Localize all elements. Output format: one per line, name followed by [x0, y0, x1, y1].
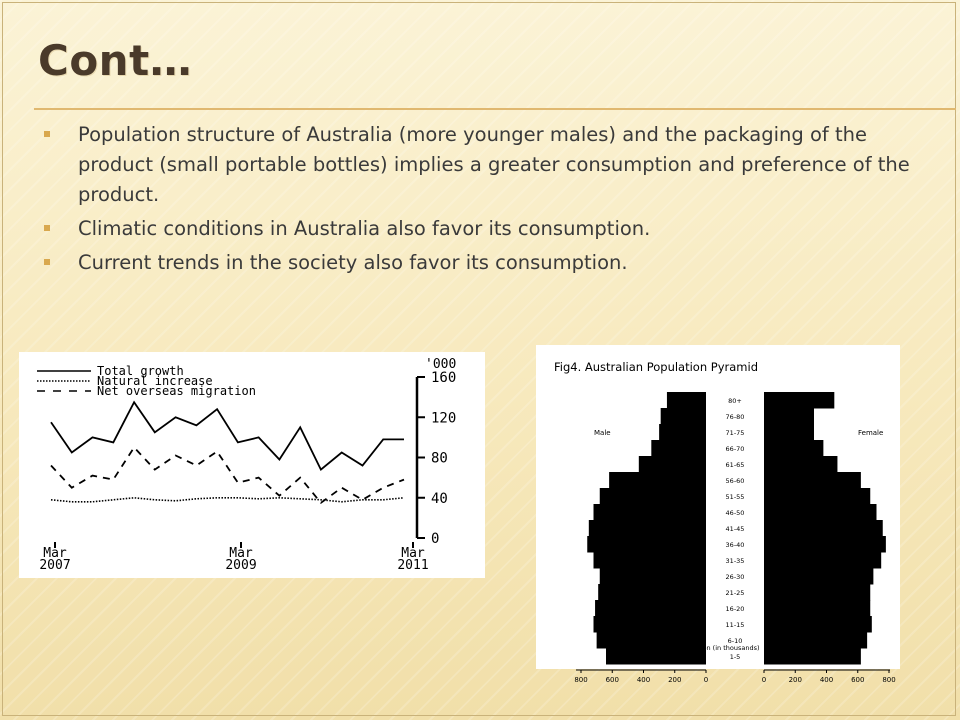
pyramid-x-axis-label: Population (in thousands) [676, 644, 760, 652]
pyramid-age-label: 71-75 [725, 429, 745, 437]
y-tick-label: 80 [431, 450, 448, 467]
pyramid-bar-male [594, 616, 707, 633]
title-divider [34, 108, 956, 110]
slide-title: Cont… [38, 36, 193, 85]
pyramid-bar-female [764, 440, 823, 457]
legend-label-total-growth: Total growth [97, 364, 184, 378]
bullet-square-icon [44, 131, 50, 137]
bullet-item [44, 214, 944, 244]
pyramid-bar-male [594, 504, 707, 521]
pyramid-bar-male [639, 456, 706, 473]
pyramid-bar-female [764, 392, 834, 409]
pyramid-bar-female [764, 520, 883, 537]
population-pyramid-chart-svg [536, 345, 900, 684]
bullet-item [44, 120, 944, 210]
pyramid-bar-female [764, 584, 870, 601]
chart-legend [37, 364, 256, 398]
series-line-net-overseas-migration [51, 447, 404, 502]
pyramid-bar-male [598, 584, 706, 601]
pyramid-x-tick-label: 400 [636, 676, 651, 684]
pyramid-bar-female [764, 472, 861, 489]
pyramid-bar-female [764, 488, 870, 505]
pyramid-age-label: 51-55 [725, 493, 745, 501]
y-unit-label: '000 [425, 357, 457, 372]
pyramid-right-label: Female [858, 429, 884, 437]
pyramid-bar-male [609, 472, 706, 489]
y-tick-label: 40 [431, 490, 448, 507]
x-tick-year: 2009 [225, 558, 257, 573]
pyramid-age-label: 6-10 [727, 637, 743, 645]
pyramid-bar-female [764, 408, 814, 425]
x-tick-month: Mar [229, 546, 253, 561]
pyramid-age-label: 66-70 [725, 445, 745, 453]
chart-axes [39, 370, 456, 573]
pyramid-x-tick-label: 200 [788, 676, 802, 684]
x-tick-year: 2007 [39, 558, 71, 573]
pyramid-title: Fig4. Australian Population Pyramid [554, 360, 759, 374]
y-tick-label: 120 [431, 410, 457, 427]
pyramid-x-tick-label: 0 [761, 676, 767, 684]
pyramid-age-label: 76-80 [725, 413, 745, 421]
pyramid-bar-female [764, 648, 861, 665]
pyramid-age-label: 61-65 [725, 461, 745, 469]
pyramid-x-tick-label: 600 [851, 676, 865, 684]
x-tick-year: 2011 [397, 558, 429, 573]
pyramid-x-tick-label: 200 [668, 676, 682, 684]
pyramid-x-tick-label: 600 [605, 676, 619, 684]
population-growth-chart [19, 352, 485, 578]
pyramid-bar-female [764, 536, 886, 553]
pyramid-age-label: 26-30 [725, 573, 745, 581]
pyramid-bar-male [594, 552, 707, 569]
pyramid-x-tick-label: 0 [703, 676, 709, 684]
pyramid-x-tick-label: 800 [882, 676, 896, 684]
pyramid-bar-male [587, 536, 706, 553]
y-tick-label: 0 [431, 531, 440, 547]
pyramid-bars [587, 392, 886, 665]
pyramid-bar-female [764, 552, 881, 569]
pyramid-left-label: Male [594, 429, 611, 437]
x-tick-month: Mar [43, 546, 67, 561]
pyramid-bar-female [764, 568, 873, 585]
pyramid-age-label: 56-60 [725, 477, 745, 485]
pyramid-age-label: 16-20 [725, 605, 745, 613]
bullet-text: Climatic conditions in Australia also favor its consumption. [78, 217, 651, 240]
chart-series [51, 402, 404, 503]
pyramid-bar-female [764, 616, 872, 633]
pyramid-bar-male [595, 600, 706, 617]
population-pyramid-chart [536, 345, 900, 684]
bullet-list [44, 120, 944, 282]
bullet-text: Population structure of Australia (more younger males) and the packaging of the product (small portable bottles) implies a greater consumption and preference of the product. [78, 123, 910, 206]
population-growth-chart-svg [19, 352, 485, 578]
bullet-square-icon [44, 259, 50, 265]
series-line-total-growth [51, 402, 404, 469]
pyramid-age-label: 46-50 [725, 509, 745, 517]
bullet-square-icon [44, 225, 50, 231]
pyramid-age-label: 1-5 [729, 653, 741, 661]
pyramid-bar-female [764, 456, 837, 473]
series-line-natural-increase [51, 498, 404, 502]
pyramid-bar-female [764, 504, 877, 521]
bullet-item [44, 248, 944, 278]
pyramid-age-label: 21-25 [725, 589, 745, 597]
pyramid-bar-female [764, 424, 814, 441]
legend-label-natural-increase: Natural increase [97, 374, 213, 388]
x-tick-month: Mar [401, 546, 425, 561]
pyramid-age-label: 31-35 [725, 557, 745, 565]
pyramid-age-label: 41-45 [725, 525, 745, 533]
pyramid-bar-male [661, 408, 706, 425]
pyramid-x-tick-label: 400 [819, 676, 834, 684]
legend-label-net-overseas-migration: Net overseas migration [97, 384, 256, 398]
pyramid-bar-male [659, 424, 706, 441]
pyramid-age-label: 80+ [728, 397, 742, 405]
pyramid-bar-male [589, 520, 706, 537]
pyramid-bar-male [600, 488, 706, 505]
bullet-text: Current trends in the society also favor its consumption. [78, 251, 628, 274]
pyramid-age-label: 36-40 [725, 541, 745, 549]
pyramid-age-label: 11-15 [725, 621, 745, 629]
pyramid-x-tick-label: 800 [574, 676, 588, 684]
pyramid-bar-male [651, 440, 706, 457]
pyramid-bar-female [764, 632, 867, 649]
y-tick-label: 160 [431, 370, 457, 386]
pyramid-bar-male [667, 392, 706, 409]
pyramid-bar-female [764, 600, 870, 617]
pyramid-bar-male [600, 568, 706, 585]
